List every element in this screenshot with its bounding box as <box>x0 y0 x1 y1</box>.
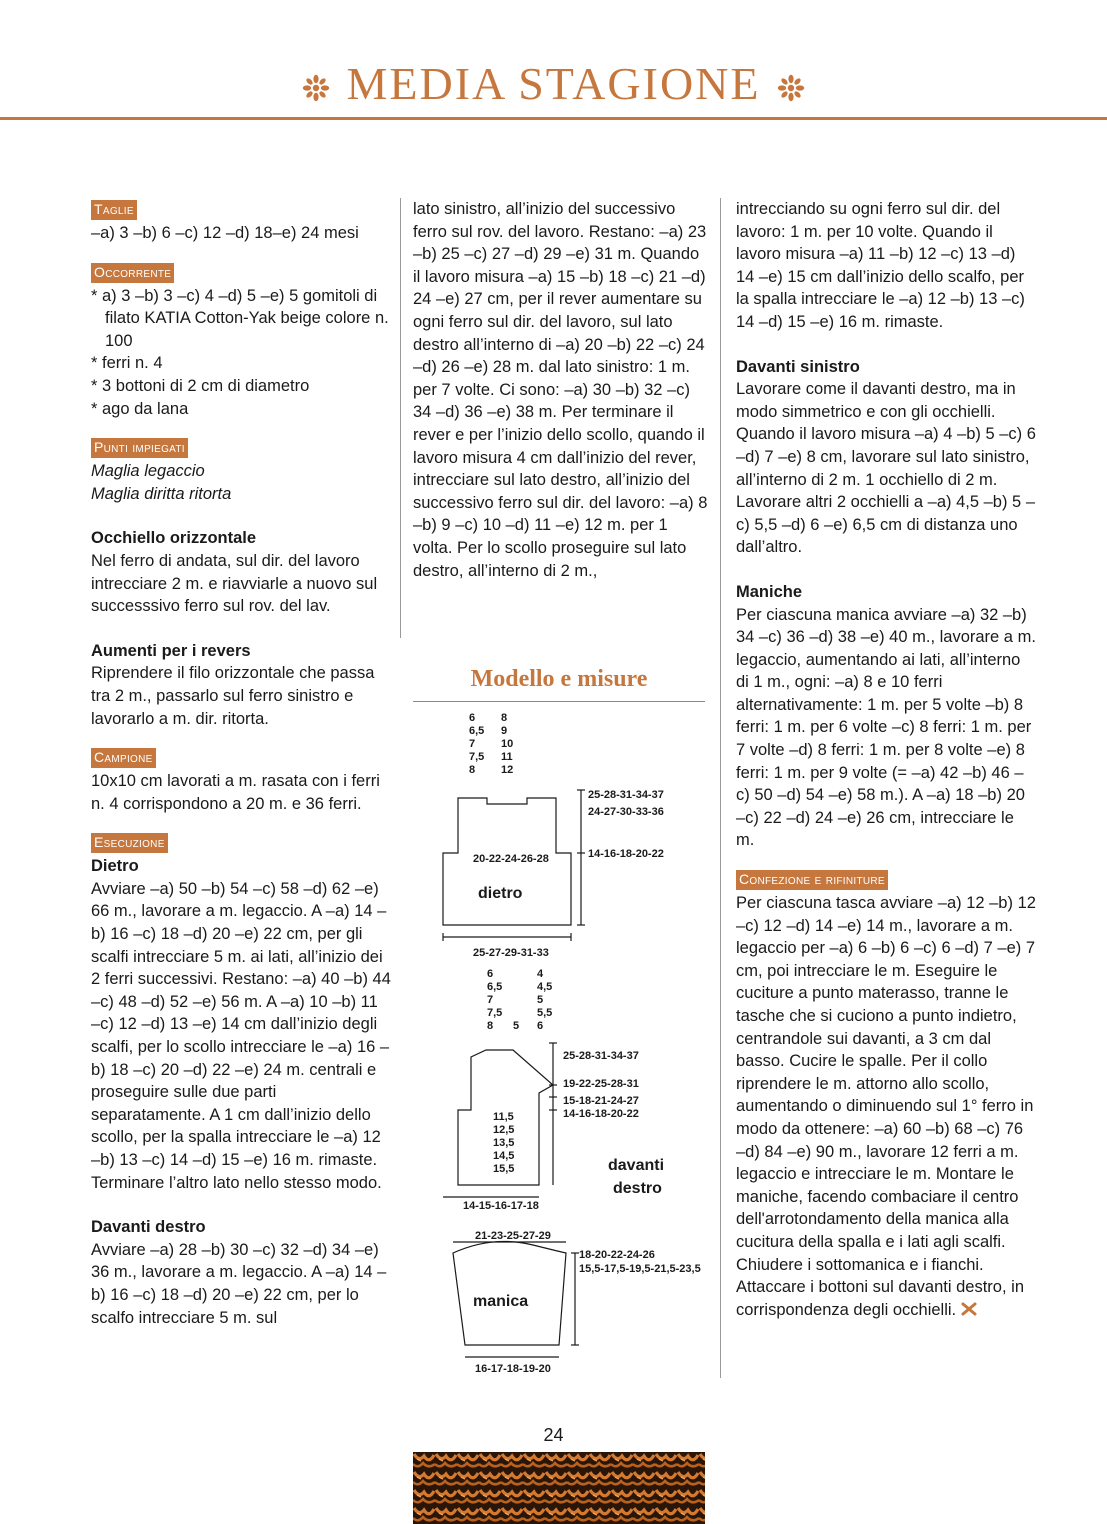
header-title: MEDIA STAGIONE <box>346 58 761 109</box>
davanti-height-rever: 19-22-25-28-31 <box>563 1078 639 1090</box>
column-2 <box>413 198 709 582</box>
dietro-width-armhole: 20-22-24-26-28 <box>473 853 549 865</box>
flower-ornament-icon <box>777 74 805 102</box>
paragraph: 10x10 cm lavorati a m. rasata con i ferri n. 4 corrispondono a 20 m. e 36 ferri. <box>91 772 380 813</box>
section-intro <box>736 198 1036 334</box>
section-esecuzione <box>91 831 391 1194</box>
section-occorrente <box>91 261 391 421</box>
section-aumenti <box>91 640 391 730</box>
column-divider <box>400 198 401 638</box>
page-number: 24 <box>543 1425 564 1445</box>
section-label: Campione <box>91 748 156 768</box>
davanti-top-right: 6 <box>537 1020 544 1032</box>
dietro-neck-left: 6 <box>469 712 476 724</box>
manica-height-b: 15,5-17,5-19,5-21,5-23,5 <box>579 1263 701 1275</box>
paragraph: intrecciando su ogni ferro sul dir. del lavoro: 1 m. per 10 volte. Quando il lavoro misura –a) 11 –b) 12 –c) 13 –d) 14 –e) 15 cm dall’inizio dello scalfo, per la spalla intrecciare le –a) 12 –b) 13 –c) 14 –d) 15 –e) 16 m. rimaste. <box>736 200 1025 331</box>
dietro-neck-left: 8 <box>469 764 476 776</box>
section-label: Esecuzione <box>91 833 168 853</box>
dietro-neck-right: 11 <box>501 751 513 763</box>
davanti-height-b: 14-16-18-20-22 <box>563 1108 639 1120</box>
manica-width-top: 21-23-25-27-29 <box>475 1230 551 1242</box>
section-label: Confezione e rifiniture <box>736 870 888 890</box>
section-label: Punti impiegati <box>91 438 188 458</box>
subsection-title: Dietro <box>91 857 139 876</box>
list-item: * ferri n. 4 <box>91 354 163 373</box>
diagram-title: Modello e misure <box>470 666 648 692</box>
dietro-neck-right: 12 <box>501 764 514 776</box>
dietro-label: dietro <box>478 885 523 902</box>
column-3 <box>736 198 1036 1337</box>
davanti-label: davanti <box>608 1157 665 1174</box>
davanti-top-right: 4 <box>537 968 544 980</box>
dietro-height-armhole: 24-27-30-33-36 <box>588 806 664 818</box>
schematic-diagram <box>413 705 705 1385</box>
column-divider <box>720 198 721 1378</box>
dietro-height-total: 25-28-31-34-37 <box>588 789 664 801</box>
davanti-height-total: 25-28-31-34-37 <box>563 1050 639 1062</box>
davanti-inner-width: 15,5 <box>493 1163 515 1175</box>
section-label: Occorrente <box>91 263 174 283</box>
subsection-title: Occhiello orizzontale <box>91 529 257 548</box>
davanti-top-right: 5 <box>537 994 544 1006</box>
list-item: * 3 bottoni di 2 cm di diametro <box>91 376 310 395</box>
subsection-title: Davanti sinistro <box>736 357 860 376</box>
section-davanti-destro <box>91 1216 391 1329</box>
list-item: Maglia diritta ritorta <box>91 484 232 503</box>
list-item: * ago da lana <box>91 399 189 418</box>
section-punti-impiegati <box>91 436 391 505</box>
dietro-neck-left: 7,5 <box>469 751 485 763</box>
davanti-inner-width: 11,5 <box>493 1111 514 1123</box>
paragraph <box>736 892 1036 1321</box>
davanti-top-left: 7,5 <box>487 1007 503 1019</box>
section-confezione <box>736 868 1036 1321</box>
davanti-top-left: 6 <box>487 968 494 980</box>
davanti-height-a: 15-18-21-24-27 <box>563 1095 639 1107</box>
dietro-neck-right: 10 <box>501 738 514 750</box>
diagram-title-rule <box>413 701 705 702</box>
davanti-inner-width: 14,5 <box>493 1150 515 1162</box>
manica-label: manica <box>473 1293 529 1310</box>
davanti-top-left: 7 <box>487 994 494 1006</box>
subsection-title: Davanti destro <box>91 1218 206 1237</box>
footer-knit-texture <box>413 1452 705 1524</box>
section-campione <box>91 746 391 815</box>
header-title-row <box>0 56 1107 112</box>
manica-width-bottom: 16-17-18-19-20 <box>475 1363 551 1375</box>
dietro-width-bottom: 25-27-29-31-33 <box>473 947 549 959</box>
davanti-label: destro <box>613 1180 662 1197</box>
list-item: Maglia legaccio <box>91 462 205 481</box>
paragraph: Nel ferro di andata, sul dir. del lavoro intrecciare 2 m. e riavviarle a nuovo sul successsivo ferro sul rov. del lav. <box>91 551 378 616</box>
davanti-width-bottom: 14-15-16-17-18 <box>463 1200 539 1212</box>
davanti-top-left: 6,5 <box>487 981 503 993</box>
list-item: * a) 3 –b) 3 –c) 4 –d) 5 –e) 5 gomitoli di filato KATIA Cotton-Yak beige colore n. 100 <box>91 286 389 350</box>
section-occhiello <box>91 527 391 617</box>
davanti-top-right: 4,5 <box>537 981 553 993</box>
davanti-top-left: 8 <box>487 1020 494 1032</box>
flower-ornament-icon <box>302 74 330 102</box>
manica-height-a: 18-20-22-24-26 <box>579 1249 655 1261</box>
subsection-title: Aumenti per i revers <box>91 641 251 660</box>
dietro-neck-right: 8 <box>501 712 508 724</box>
davanti-inner-width: 12,5 <box>493 1124 515 1136</box>
section-label: Taglie <box>91 200 137 220</box>
taglie-text: –a) 3 –b) 6 –c) 12 –d) 18–e) 24 mesi <box>91 224 359 242</box>
davanti-top-right: 5,5 <box>537 1007 553 1019</box>
dietro-neck-right: 9 <box>501 725 508 737</box>
paragraph: Avviare –a) 28 –b) 30 –c) 32 –d) 34 –e) 36 m., lavorare a m. legaccio. A –a) 14 –b) 16 –c) 18 –d) 20 –e) 22 cm, per lo scalfo intrecciare 5 m. sul <box>91 1240 387 1327</box>
paragraph: Lavorare come il davanti destro, ma in modo simmetrico e con gli occhielli. Quando il lavoro misura –a) 4 –b) 5 –c) 6 –d) 7 –e) 8 cm, lavorare sul lato sinistro, all’interno di 2 m. 1 occhiello di 2 m. Lavorare altri 2 occhielli a –a) 4,5 –b) 5 –c) 5,5 –d) 6 –e) 6,5 cm di distanza uno dall’altro. <box>736 380 1036 557</box>
dietro-neck-left: 6,5 <box>469 725 485 737</box>
subsection-title: Maniche <box>736 582 803 601</box>
davanti-inner-width: 13,5 <box>493 1137 515 1149</box>
section-maniche <box>736 581 1036 852</box>
cross-stitch-end-icon <box>961 1302 977 1316</box>
knit-texture-pattern <box>413 1452 705 1524</box>
paragraph: lato sinistro, all’inizio del successivo ferro sul rov. del lavoro. Restano: –a) 23 –b) 25 –c) 27 –d) 29 –e) 31 m. Quando il lavoro misura –a) 15 –b) 18 –c) 21 –d) 24 –e) 27 cm, per il rever aumentare su ogni ferro sul dir. del lavoro, sul lato destro all’interno di –a) 20 –b) 22 –c) 24 –d) 26 –e) 28 m. dal lato sinistro: 1 m. per 7 volte. Ci sono: –a) 30 –b) 32 –c) 34 –d) 36 –e) 38 m. Per terminare il rever e per l’inizio dello scollo, quando il lavoro misura 4 cm dall’inizio del rever, intrecciare sul lato destro, all’inizio del successivo ferro sul dir. del lavoro: –a) 8 –b) 9 –c) 10 –d) 11 –e) 12 m. per 1 volta. Per lo scollo proseguire sul lato destro, all’interno di 2 m., <box>413 200 708 580</box>
paragraph: Avviare –a) 50 –b) 54 –c) 58 –d) 62 –e) 66 m., lavorare a m. legaccio. A –a) 14 –b) 16 –c) 18 –d) 20 –e) 22 cm, per gli scalfi intrecciare 5 m. ai lati, all’inizio dei 2 ferri successivi. Restano: –a) 40 –b) 44 –c) 48 –d) 52 –e) 56 m. A –a) 10 –b) 11 –c) 12 –d) 13 –e) 14 cm dall’inizio degli scalfi, per lo scollo intrecciare le –a) 16 –b) 18 –c) 20 –d) 22 –e) 24 m. centrali e proseguire sulle due parti separatamente. A 1 cm dall’inizio dello scollo, per la spalla intrecciare le –a) 12 –b) 13 –c) 14 –d) 15 –e) 16 m. rimaste. Terminare l’altro lato nello stesso modo. <box>91 879 391 1192</box>
column-1 <box>91 198 391 1345</box>
paragraph: Per ciascuna manica avviare –a) 32 –b) 34 –c) 36 –d) 38 –e) 40 m., lavorare a m. legaccio, aumentando ai lati, all’interno di 1 m., ogni: –a) 8 e 10 ferri alternativamente: 1 m. per 5 volte –b) 8 ferri: 1 m. per 6 volte –c) 8 ferri: 1 m. per 7 volte –d) 8 ferri: 1 m. per 8 volte –e) 8 ferri: 1 m. per 9 volte (= –a) 42 –b) 46 –c) 50 –d) 54 –e) 58 m.). A –a) 18 –b) 20 –c) 22 –d) 24 –e) 26 cm, intrecciare le m. <box>736 605 1036 850</box>
page-header <box>0 0 1107 122</box>
dietro-neck-left: 7 <box>469 738 476 750</box>
paragraph: Riprendere il filo orizzontale che passa tra 2 m., passarlo sul ferro sinistro e lavorarlo a m. dir. ritorta. <box>91 664 375 728</box>
confezione-text: Per ciascuna tasca avviare –a) 12 –b) 12 –c) 12 –d) 14 –e) 14 m., lavorare a m. legaccio per –a) 6 –b) 6 –c) 6 –d) 7 –e) 7 cm, poi intrecciare le m. Eseguire le cuciture a punto materasso, tranne le tasche che si cuciono a punto indietro, centrandole sui davanti, a 3 cm dal basso. Cucire le spalle. Per il collo riprendere le m. attorno allo scollo, aumentando o diminuendo sul 1° ferro in modo da ottenere: –a) 60 –b) 68 –c) 76 –d) 84 –e) 90 m., lavorare 12 ferri a m. legaccio e intrecciare le m. Montare le maniche, facendo combaciare il centro dell'arrotondamento della manica alla cucitura della spalla e i lati agli scalfi. Chiudere i sottomanica e i fianchi. Attaccare i bottoni sul davanti destro, in corrispondenza degli occhielli. <box>736 894 1036 1319</box>
header-rule <box>0 117 1107 120</box>
davanti-top-mid: 5 <box>513 1020 520 1032</box>
dietro-height-body: 14-16-18-20-22 <box>588 848 664 860</box>
section-taglie <box>91 198 391 245</box>
section-davanti-sinistro <box>736 356 1036 559</box>
